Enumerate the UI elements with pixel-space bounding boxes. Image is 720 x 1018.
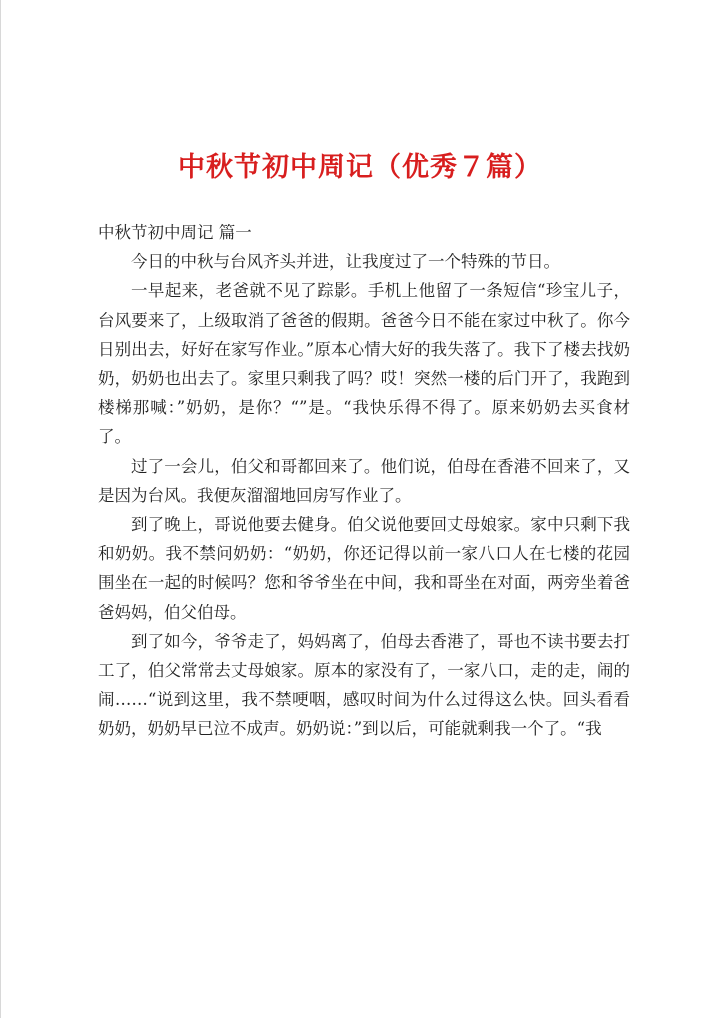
document-body [98, 218, 630, 744]
paragraph: 到了晚上，哥说他要去健身。伯父说他要回丈母娘家。家中只剩下我和奶奶。我不禁问奶奶：“奶奶，你还记得以前一家八口人在七楼的花园围坐在一起的时候吗？您和爷爷坐在中间，我和哥坐在对面，两旁坐着爸爸妈妈，伯父伯母。 [98, 515, 630, 622]
document-title: 中秋节初中周记（优秀７篇） [178, 152, 542, 183]
paragraph: 到了如今，爷爷走了，妈妈离了，伯母去香港了，哥也不读书要去打工了，伯父常常去丈母娘家。原本的家没有了，一家八口，走的走，闹的闹……“说到这里，我不禁哽咽，感叹时间为什么过得这么快。回头看看奶奶，奶奶早已泣不成声。奶奶说：”到以后，可能就剩我一个了。“我 [98, 631, 630, 739]
paragraph: 一早起来，老爸就不见了踪影。手机上他留了一条短信“珍宝儿子，台风要来了，上级取消了爸爸的假期。爸爸今日不能在家过中秋了。你今日别出去，好好在家写作业。”原本心情大好的我失落了。我下了楼去找奶奶，奶奶也出去了。家里只剩我了吗？哎！突然一楼的后门开了，我跑到楼梯那喊：”奶奶，是你？“”是。“我快乐得不得了。原来奶奶去买食材了。 [98, 281, 630, 447]
section-heading: 中秋节初中周记 篇一 [98, 223, 252, 242]
paragraph: 过了一会儿，伯父和哥都回来了。他们说，伯母在香港不回来了，又是因为台风。我便灰溜溜地回房写作业了。 [98, 456, 630, 505]
paragraph: 今日的中秋与台风齐头并进，让我度过了一个特殊的节日。 [131, 252, 560, 272]
